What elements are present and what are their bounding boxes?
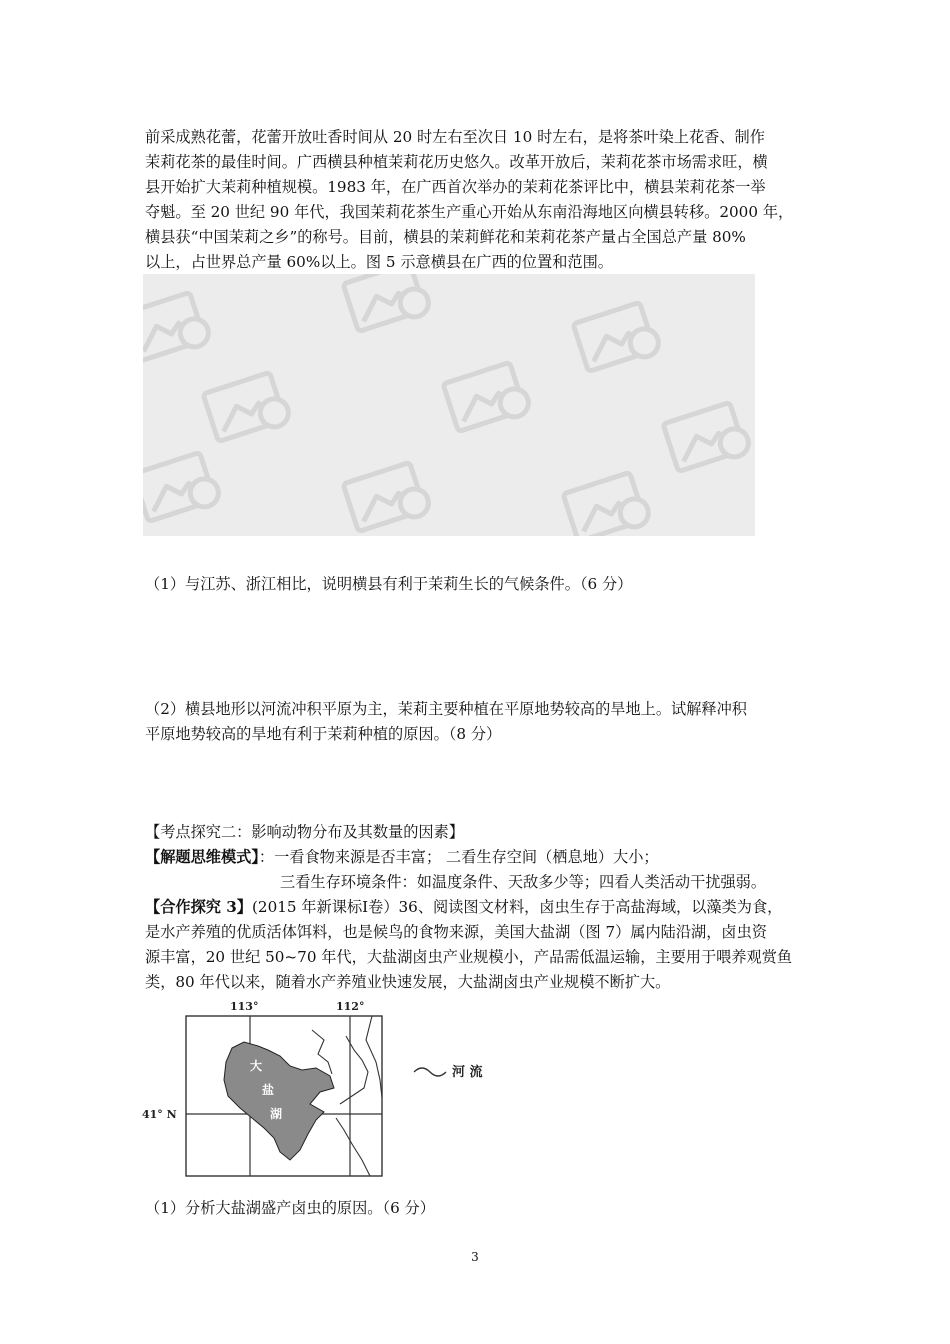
intro-line: 横县获“中国茉莉之乡”的称号。目前，横县的茉莉鲜花和茉莉花茶产量占全国总产量 80% [145,228,746,246]
thinking-mode-line-2: 三看生存环境条件：如温度条件、天敌多少等；四看人类活动干扰强弱。 [280,873,766,891]
lon-label-left: 113° [230,1000,259,1013]
intro-line: 县开始扩大茉莉种植规模。1983 年，在广西首次举办的茉莉花茶评比中，横县茉莉花茶一举 [145,178,766,196]
intro-line: 前采成熟花蕾，花蕾开放吐香时间从 20 时左右至次日 10 时左右，是将茶叶染上花香、制作 [145,128,765,146]
coop-line: 是水产养殖的优质活体饵料，也是候鸟的食物来源，美国大盐湖（图 7）属内陆沿湖，卤虫资 [145,923,767,941]
great-salt-lake-map [140,1000,500,1182]
question-2 [145,697,747,747]
question-2-line: （2）横县地形以河流冲积平原为主，茉莉主要种植在平原地势较高的旱地上。试解释冲积 [145,700,747,718]
river-legend-icon [414,1068,446,1076]
thinking-mode-label: 【解题思维模式】 [145,848,259,866]
lake-label-char: 盐 [262,1083,275,1097]
intro-line: 夺魁。至 20 世纪 90 年代，我国茉莉花茶生产重心开始从东南沿海地区向横县转移。2000 年， [145,203,794,221]
question-1: （1）与江苏、浙江相比，说明横县有利于茉莉生长的气候条件。（6 分） [145,575,633,593]
missing-image-placeholder [143,274,755,536]
intro-paragraph [145,125,810,275]
image-placeholder-icon [143,274,755,536]
coop-line: 类，80 年代以来，随着水产养殖业快速发展，大盐湖卤虫产业规模不断扩大。 [145,973,671,991]
lon-label-right: 112° [336,1000,365,1013]
question-2-line: 平原地势较高的旱地有利于茉莉种植的原因。（8 分） [145,725,502,743]
question-3: （1）分析大盐湖盛产卤虫的原因。（6 分） [145,1199,435,1217]
coop-line [145,895,782,919]
thinking-mode-line [145,845,659,869]
thinking-mode-text: ：一看食物来源是否丰富； 二看生存空间（栖息地）大小； [258,848,659,866]
intro-line: 以上，占世界总产量 60%以上。图 5 示意横县在广西的位置和范围。 [145,253,613,271]
page-number: 3 [471,1250,479,1264]
coop-text: (2015 年新课标Ⅰ卷）36、阅读图文材料，卤虫生存于高盐海域，以藻类为食， [251,898,783,916]
coop-line: 源丰富，20 世纪 50~70 年代，大盐湖卤虫产业规模小，产品需低温运输，主要用于喂养观赏鱼 [145,948,793,966]
lake-label-char: 湖 [270,1107,283,1121]
intro-line: 茉莉花茶的最佳时间。广西横县种植茉莉花历史悠久。改革开放后，茉莉花茶市场需求旺，横 [145,153,768,171]
river-legend-label: 河 流 [452,1065,483,1080]
lake-label-char: 大 [250,1059,263,1073]
lat-label: 41° N [142,1108,177,1121]
coop-label: 【合作探究 3】 [145,898,252,916]
section-heading: 【考点探究二：影响动物分布及其数量的因素】 [145,823,464,841]
